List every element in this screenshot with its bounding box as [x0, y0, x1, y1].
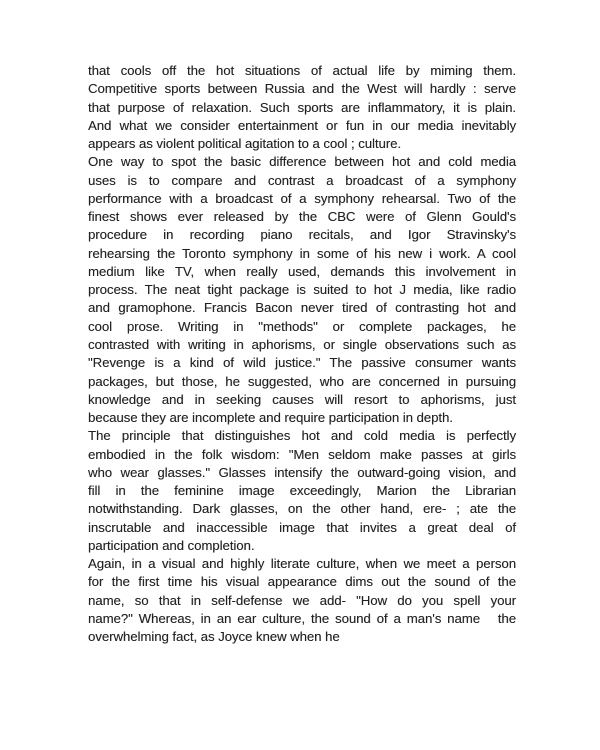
text-line: overwhelming fact, as Joyce knew when he	[88, 629, 340, 645]
text-line: packages, but those, he suggested, who are concerned in pursuing	[88, 373, 516, 389]
text-line: that cools off the hot situations of actual life by miming them.	[88, 63, 516, 78]
text-line: knowledge and in seeking causes will resort to aphorisms, just	[88, 391, 516, 407]
text-block	[88, 62, 516, 647]
text-line: and gramophone. Francis Bacon never tired of contrasting hot and	[88, 300, 516, 316]
text-line: rehearsing the Toronto symphony in some of his new i work. A cool	[88, 245, 516, 261]
text-line: appears as violent political agitation to a cool ; culture.	[88, 136, 402, 152]
text-line: Again, in a visual and highly literate culture, when we meet a person	[88, 556, 516, 572]
paragraph-1	[88, 62, 516, 153]
text-line: contrasted with writing in aphorisms, or single observations such as	[88, 336, 516, 352]
text-line: because they are incomplete and require participation in depth.	[88, 410, 453, 426]
text-line: One way to spot the basic difference between hot and cold media	[88, 154, 516, 170]
text-line: uses is to compare and contrast a broadcast of a symphony	[88, 172, 516, 188]
text-line: who wear glasses." Glasses intensify the outward-going vision, and	[88, 464, 516, 480]
text-line: fill in the feminine image exceedingly, Marion the Librarian	[88, 483, 516, 499]
text-line: participation and completion.	[88, 537, 255, 553]
paragraph-4	[88, 555, 516, 646]
text-line: Competitive sports between Russia and the West will hardly : serve	[88, 81, 516, 97]
text-line: name, so that in self-defense we add- "How do you spell your	[88, 592, 516, 608]
text-line: cool prose. Writing in "methods" or complete packages, he	[88, 318, 516, 334]
text-line: medium like TV, when really used, demands this involvement in	[88, 263, 516, 279]
paragraph-2	[88, 153, 516, 427]
text-line: name?" Whereas, in an ear culture, the sound of a man's name the	[88, 610, 516, 626]
text-line: And what we consider entertainment or fun in our media inevitably	[88, 117, 516, 133]
text-line: The principle that distinguishes hot and cold media is perfectly	[88, 428, 516, 444]
text-line: procedure in recording piano recitals, and Igor Stravinsky's	[88, 227, 516, 243]
text-line: process. The neat tight package is suited to hot J media, like radio	[88, 282, 516, 298]
text-line: embodied in the folk wisdom: "Men seldom make passes at girls	[88, 446, 516, 462]
text-line: performance with a broadcast of a symphony rehearsal. Two of the	[88, 190, 516, 206]
text-line: inscrutable and inaccessible image that invites a great deal of	[88, 519, 516, 535]
text-line: for the first time his visual appearance dims out the sound of the	[88, 574, 516, 590]
paragraph-3	[88, 427, 516, 555]
text-line: notwithstanding. Dark glasses, on the other hand, ere- ; ate the	[88, 501, 516, 517]
text-line: finest shows ever released by the CBC were of Glenn Gould's	[88, 209, 516, 225]
text-line: that purpose of relaxation. Such sports are inflammatory, it is plain.	[88, 99, 516, 115]
text-line: "Revenge is a kind of wild justice." The passive consumer wants	[88, 355, 516, 371]
